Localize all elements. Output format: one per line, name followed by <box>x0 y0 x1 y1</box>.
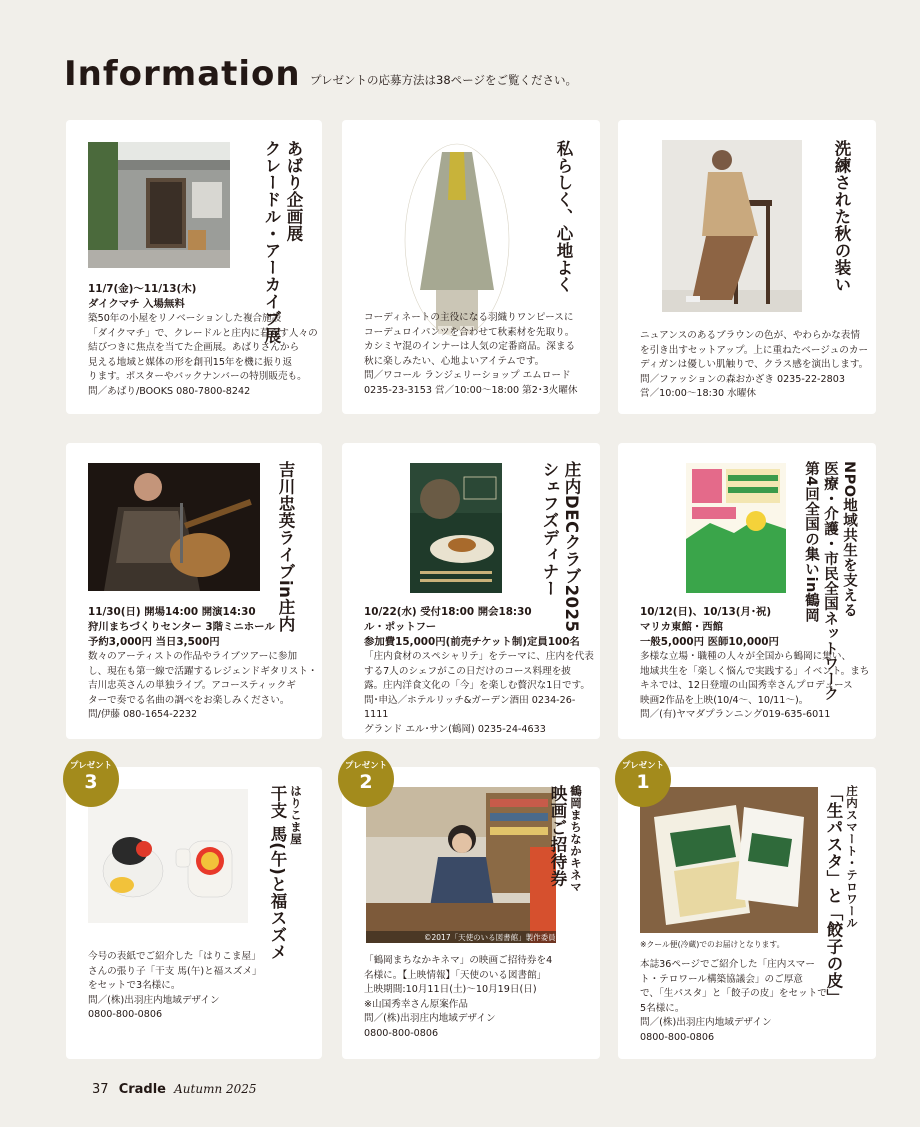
body-line: 問･申込／ホテルリッチ&ガーデン酒田 0234-26-1111 <box>364 694 576 721</box>
body-line: を引き出すセットアップ。上に重ねたベージュのカー <box>640 344 869 356</box>
photo-event-flyer <box>686 463 786 593</box>
page-subtitle: プレゼントの応募方法は38ページをご覧ください。 <box>310 73 577 87</box>
body-line: 0235-23-3153 営／10:00〜18:00 第2･3火曜休 <box>364 384 578 396</box>
card-info <box>640 605 874 723</box>
body-line: コーデュロイパンツを合わせて秋素材を先取り。 <box>364 326 575 338</box>
body-line: する7人のシェフがこの日だけのコース料理を披 <box>364 665 571 677</box>
title-line-1: 鶴岡まちなかキネマ <box>569 785 583 893</box>
present-badge-label: プレゼント <box>344 761 388 771</box>
issue-name: Autumn 2025 <box>174 1082 257 1096</box>
headline-line: 10/12(日)、10/13(月･祝) <box>640 606 772 618</box>
headline-line: 11/7(金)〜11/13(木) <box>88 283 197 295</box>
card-info <box>88 605 320 723</box>
headline-line: 11/30(日) 開場14:00 開演14:30 <box>88 606 256 618</box>
title-line-2: クレードル・アーカイブ展 <box>262 140 281 344</box>
body-line: し、現在も第一線で活躍するレジェンドギタリスト・ <box>88 665 318 677</box>
photo-credit: ©2017「天使のいる図書館」製作委員会 <box>424 933 564 942</box>
present-badge-number: 3 <box>84 771 98 793</box>
headline-line: 狩川まちづくりセンター 3階ミニホール <box>88 621 275 633</box>
body-line: コーディネートの主役になる羽織りワンピースに <box>364 312 574 323</box>
body-line: 築50年の小屋をリノベーションした複合施設 <box>88 313 282 324</box>
title-line-1: はりこま屋 <box>289 785 303 845</box>
photo-papier-mache-toys <box>88 789 248 923</box>
card-title-vertical <box>830 140 852 293</box>
body-line: 問／あばり/BOOKS 080-7800-8242 <box>88 385 251 397</box>
body-line: 見える地域と媒体の形を創刊15年を機に振り返 <box>88 356 293 368</box>
card-info <box>88 282 318 400</box>
photo-renovated-shed <box>88 142 230 268</box>
present-badge <box>338 751 394 807</box>
photo-library-film <box>366 787 556 943</box>
body-line: 映画2作品を上映(10/4〜、10/11〜)。 <box>640 694 809 706</box>
headline-line: ダイクマチ 入場無料 <box>88 298 185 310</box>
page-number: 37 <box>92 1082 109 1097</box>
photo-model-chair <box>662 140 802 312</box>
card-info <box>364 954 598 1042</box>
headline-line: 予約3,000円 当日3,500円 <box>88 636 220 648</box>
body-line: をセットで3名様に。 <box>88 980 181 992</box>
body-line: 多様な立場・職種の人々が全国から鶴岡に集い、 <box>640 651 852 662</box>
headline-line: ル・ポットフー <box>364 621 437 633</box>
photo-guitarist <box>88 463 260 591</box>
body-line: 問／(有)ヤマダプランニング019-635-6011 <box>640 709 831 721</box>
title-line-2: 干支 馬(午)と福スズメ <box>268 785 287 961</box>
info-card-fashion <box>618 120 876 414</box>
body-line: 本誌36ページでご紹介した「庄内スマー <box>640 959 815 970</box>
magazine-name: Cradle <box>118 1082 166 1097</box>
title-line-2: 「生パスタ」と「餃子の皮」 <box>824 785 843 1006</box>
body-line: 0800-800-0806 <box>640 1031 715 1043</box>
body-line: さんの張り子「干支 馬(午)と福スズメ」 <box>88 965 262 977</box>
present-badge-label: プレゼント <box>621 761 665 771</box>
present-badge <box>615 751 671 807</box>
photo-pasta-packages <box>640 787 818 933</box>
title-line-1: 庄内スマート・テロワール <box>845 785 859 929</box>
body-line: 名様に。【上映情報】「天使のいる図書館」 <box>364 969 547 981</box>
body-line: 吉川忠英さんの単独ライブ。アコースティックギ <box>88 680 296 692</box>
info-card-npo-gathering <box>618 443 876 739</box>
body-line: ト・テロワール構築協議会」のご厚意 <box>640 973 803 985</box>
body-line: 問／(株)出羽庄内地域デザイン <box>88 994 220 1006</box>
present-badge-label: プレゼント <box>69 761 113 771</box>
body-line: 上映期間:10月11日(土)〜10月19日(日) <box>364 984 537 996</box>
body-line: キネでは、12日登壇の山国秀幸さんプロデュース <box>640 680 853 692</box>
body-line: ります。ポスターやバックナンバーの特別販売も。 <box>88 371 307 383</box>
info-card-archive-exhibition <box>66 120 322 414</box>
info-card-present-3 <box>66 767 322 1059</box>
card-title-vertical <box>546 785 584 893</box>
body-line: 問／(株)出羽庄内地域デザイン <box>364 1013 496 1025</box>
info-card-live <box>66 443 322 739</box>
body-line: 「庄内食材のスペシャリテ」をテーマに、庄内を代表 <box>364 651 594 662</box>
card-info <box>364 605 598 738</box>
body-line: グランド エル･サン(鶴岡) 0235-24-4633 <box>364 723 546 735</box>
headline-line: 一般5,000円 医師10,000円 <box>640 636 779 648</box>
card-title-vertical <box>552 140 574 293</box>
body-line: 秋に楽しみたい、心地よいアイテムです。 <box>364 355 545 367</box>
body-line: 0800-800-0806 <box>364 1027 439 1039</box>
body-line: 0800-800-0806 <box>88 1009 163 1021</box>
title-line-3: 第4回全国の集いin鶴岡 <box>803 461 819 623</box>
body-line: カシミヤ混のインナーは人気の定番商品。深まる <box>364 341 576 353</box>
headline-line: 10/22(水) 受付18:00 開会18:30 <box>364 606 532 618</box>
body-line: 「鶴岡まちなかキネマ」の映画ご招待券を4 <box>364 955 553 966</box>
info-card-present-1 <box>618 767 876 1059</box>
info-card-chefs-dinner <box>342 443 600 739</box>
present-badge <box>63 751 119 807</box>
info-card-wacoal <box>342 120 600 414</box>
shipping-note: ※クール便(冷蔵)でのお届けとなります。 <box>640 940 785 949</box>
body-line: 営／10:00〜18:30 水曜休 <box>640 388 756 400</box>
body-line: 今号の表紙でご紹介した「はりこま屋」 <box>88 951 261 962</box>
title-line-2: 映画ご招待券 <box>548 785 567 887</box>
body-line: 問/伊藤 080-1654-2232 <box>88 709 198 721</box>
body-line: ※山国秀幸さん原案作品 <box>364 998 468 1010</box>
title-line-1: NPO地域共生を支える <box>841 461 857 618</box>
headline-line: 参加費15,000円(前売チケット制)定員100名 <box>364 636 580 648</box>
headline-line: マリカ東館・西館 <box>640 621 724 633</box>
photo-coat-outfit <box>402 140 512 340</box>
body-line: ニュアンスのあるブラウンの色が、やわらかな表情 <box>640 330 860 341</box>
title-line-2: 医療・介護・市民全国ネットワーク <box>822 461 838 701</box>
page-title: Information <box>64 54 301 94</box>
photo-dinner-poster <box>410 463 502 593</box>
body-line: 「ダイクマチ」で、クレードルと庄内に暮らす人々の <box>88 327 318 339</box>
title-line-1: 洗練された秋の装い <box>832 140 851 293</box>
card-title-vertical <box>266 785 304 960</box>
body-line: で、「生パスタ」と「餃子の皮」をセットで <box>640 988 827 1000</box>
body-line: ターで奏でる名曲の調べをお楽しみください。 <box>88 694 290 706</box>
card-info <box>640 329 872 402</box>
body-line: ディガンは優しい肌触りで、クラス感を演出します。 <box>640 359 869 371</box>
page-footer <box>92 1082 257 1097</box>
card-info <box>640 958 874 1046</box>
title-line-1: 私らしく、心地よく <box>554 140 573 293</box>
body-line: 問／(株)出羽庄内地域デザイン <box>640 1017 772 1029</box>
info-card-present-2 <box>342 767 600 1059</box>
present-badge-number: 2 <box>359 771 373 793</box>
body-line: 問／ワコール ランジェリーショップ エムロード <box>364 370 571 382</box>
body-line: 問／ファッションの森おかざき 0235-22-2803 <box>640 373 845 385</box>
body-line: 露。庄内洋食文化の「今」を楽しむ贅沢な1日です。 <box>364 680 590 692</box>
present-badge-number: 1 <box>636 771 650 793</box>
body-line: 結びつきに焦点を当てた企画展。あばりさんから <box>88 342 300 354</box>
title-line-1: 庄内DECクラブ2025 <box>562 461 581 633</box>
body-line: 数々のアーティストの作品やライブツアーに参加 <box>88 651 298 662</box>
title-line-1: 吉川忠英ライブin庄内 <box>276 461 295 633</box>
card-info <box>88 950 320 1023</box>
title-line-1: あばり企画展 <box>284 140 303 242</box>
body-line: 地域共生を「楽しく悩んで実践する」イベント。まち <box>640 665 870 677</box>
title-line-2: シェフズディナー <box>540 461 559 597</box>
card-info <box>364 311 596 399</box>
body-line: 5名様に。 <box>640 1002 685 1014</box>
